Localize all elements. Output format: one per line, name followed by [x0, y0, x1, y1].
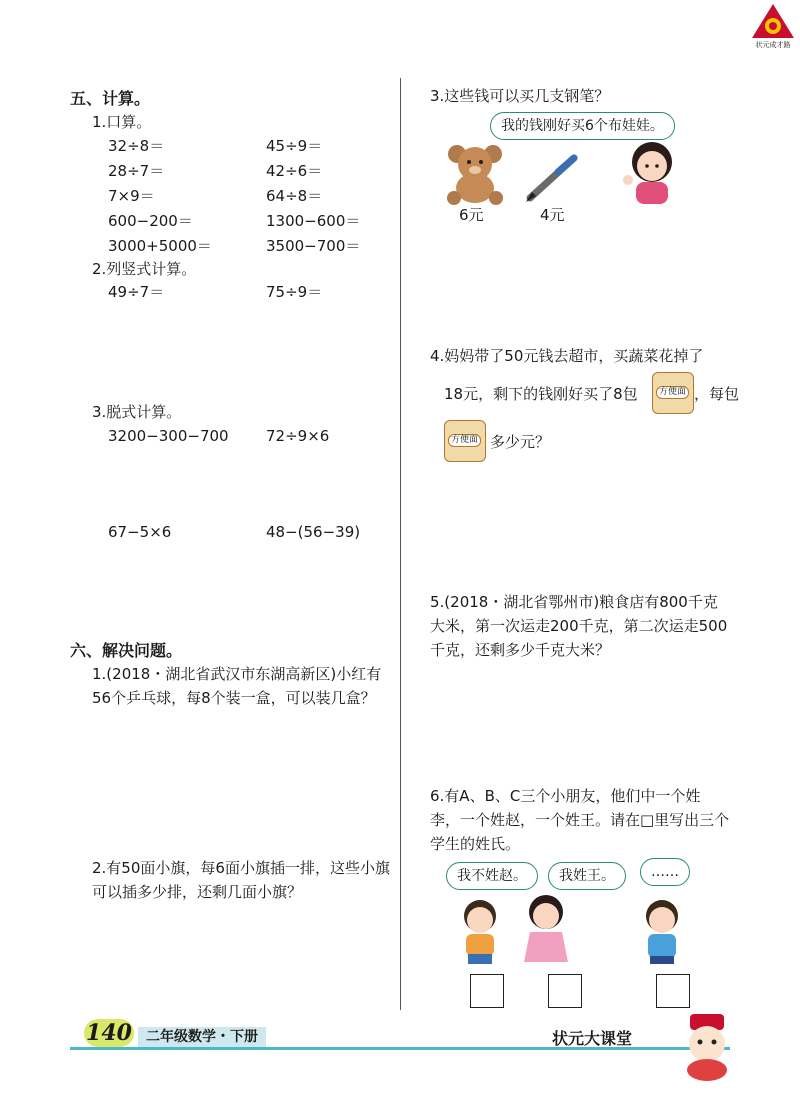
oral-item: 3500−700＝	[266, 237, 361, 255]
vertical-item: 49÷7＝	[108, 283, 165, 301]
noodle-label: 方便面	[448, 434, 481, 447]
brand-name: 状元大课堂	[552, 1029, 633, 1048]
noodle-label: 方便面	[656, 386, 689, 399]
stepwise-item: 67−5×6	[108, 523, 172, 541]
column-divider	[400, 78, 401, 1010]
r-q4-line3: ，每包	[694, 385, 740, 403]
r-q6: 6.有A、B、C三个小朋友，他们中一个姓李，一个姓赵，一个姓王。请在□里写出三个学生的姓氏。	[430, 787, 730, 853]
instant-noodle-icon	[444, 420, 486, 462]
stepwise-item: 72÷9×6	[266, 427, 330, 445]
child-a-icon	[452, 896, 508, 966]
answer-box-c[interactable]	[656, 974, 690, 1008]
r-q4-line4: 多少元？	[490, 433, 551, 451]
mascot-icon	[676, 1012, 738, 1082]
page-number: 140	[84, 1019, 134, 1047]
speech-bubble: 我的钱刚好买6个布娃娃。	[490, 112, 675, 140]
speech-bubble-c: ……	[640, 858, 690, 886]
r-q3: 3.这些钱可以买几支钢笔？	[430, 87, 610, 105]
section5-title: 五、计算。	[70, 89, 151, 108]
book-title: 二年级数学・下册	[138, 1027, 266, 1047]
logo-text: 状元成才路	[755, 41, 791, 49]
oral-item: 7×9＝	[108, 187, 155, 205]
q1-title: 1.口算。	[92, 113, 152, 131]
r-q4-line1: 4.妈妈带了50元钱去超市，买蔬菜花掉了	[430, 347, 704, 365]
oral-item: 45÷9＝	[266, 137, 323, 155]
problem-2: 2.有50面小旗，每6面小旗插一排，这些小旗可以插多少排，还剩几面小旗？	[92, 859, 390, 901]
fountain-pen-icon	[522, 150, 582, 204]
section6-title: 六、解决问题。	[70, 641, 183, 660]
vertical-item: 75÷9＝	[266, 283, 323, 301]
child-c-icon	[632, 896, 692, 966]
teddy-bear-icon	[440, 140, 510, 206]
publisher-logo	[750, 2, 796, 48]
instant-noodle-icon	[652, 372, 694, 414]
stepwise-item: 3200−300−700	[108, 427, 229, 445]
answer-box-a[interactable]	[470, 974, 504, 1008]
oral-item: 600−200＝	[108, 212, 193, 230]
q2-title: 2.列竖式计算。	[92, 260, 197, 278]
pen-price: 4元	[540, 206, 565, 224]
speech-bubble-b: 我姓王。	[548, 862, 626, 890]
q3-title: 3.脱式计算。	[92, 403, 182, 421]
problem-1: 1.(2018・湖北省武汉市东湖高新区)小红有56个乒乓球，每8个装一盒，可以装几盒？	[92, 665, 382, 707]
bear-price: 6元	[459, 206, 484, 224]
speech-bubble-a: 我不姓赵。	[446, 862, 538, 890]
oral-item: 64÷8＝	[266, 187, 323, 205]
r-q4-line2: 18元，剩下的钱刚好买了8包	[444, 385, 638, 403]
oral-item: 42÷6＝	[266, 162, 323, 180]
oral-item: 28÷7＝	[108, 162, 165, 180]
oral-item: 1300−600＝	[266, 212, 361, 230]
logo-icon	[750, 2, 796, 42]
r-q5: 5.(2018・湖北省鄂州市)粮食店有800千克大米，第一次运走200千克，第二次运走500千克，还剩多少千克大米？	[430, 593, 728, 659]
stepwise-item: 48−(56−39)	[266, 523, 361, 541]
child-b-icon	[516, 892, 576, 966]
oral-item: 32÷8＝	[108, 137, 165, 155]
answer-box-b[interactable]	[548, 974, 582, 1008]
girl-icon	[616, 136, 688, 206]
oral-item: 3000+5000＝	[108, 237, 212, 255]
